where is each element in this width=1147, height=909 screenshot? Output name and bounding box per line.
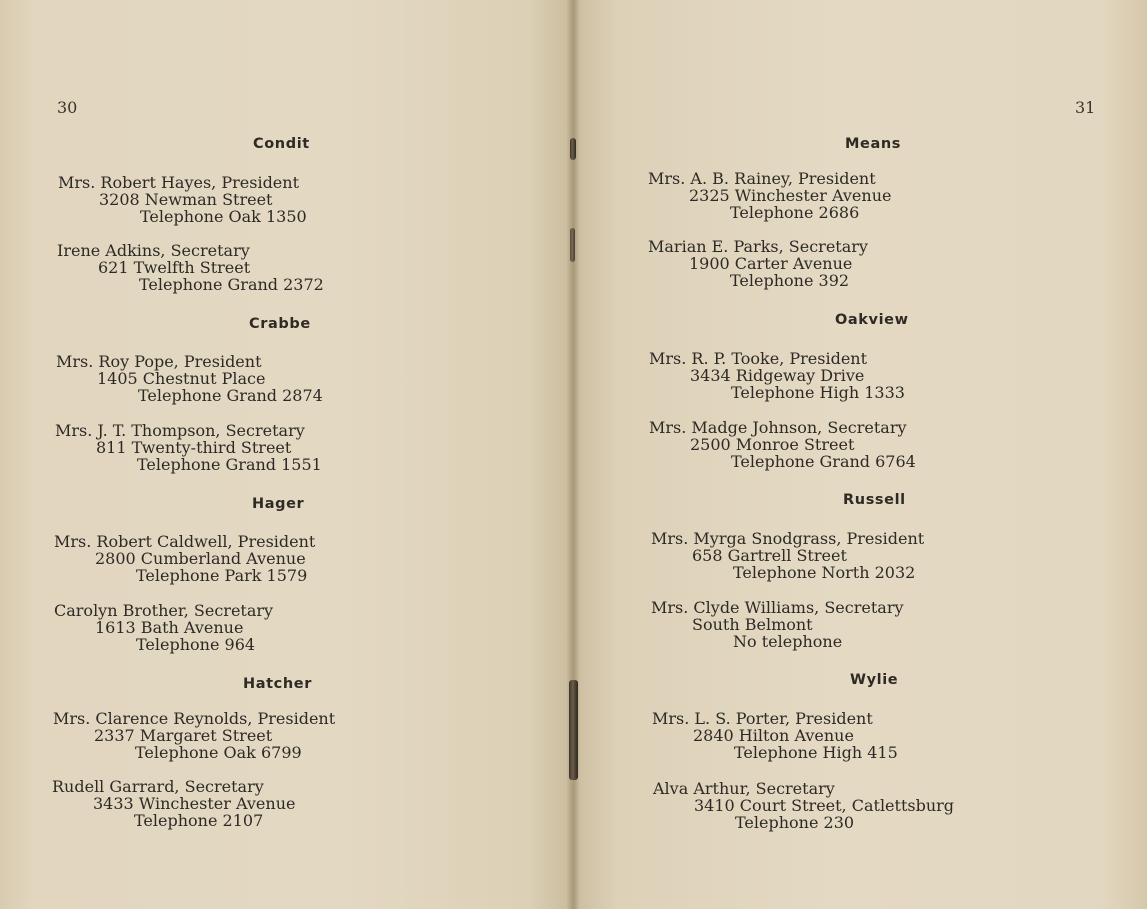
entry-name: Mrs. Clyde Williams, Secretary xyxy=(651,598,904,617)
entry-phone: Telephone High 1333 xyxy=(731,383,905,402)
directory-entry xyxy=(652,710,898,761)
right-page-number: 31 xyxy=(1075,98,1096,117)
entry-address: 1613 Bath Avenue xyxy=(95,618,244,637)
entry-name: Mrs. R. P. Tooke, President xyxy=(649,349,868,368)
binding-staple xyxy=(570,138,576,160)
entry-address: 1405 Chestnut Place xyxy=(97,369,266,388)
entry-phone: Telephone 2686 xyxy=(730,203,860,222)
entry-phone: Telephone 230 xyxy=(735,813,855,832)
section-heading-crabbe: Crabbe xyxy=(249,316,311,332)
directory-entry xyxy=(56,353,323,404)
entry-phone: Telephone Grand 6764 xyxy=(731,452,916,471)
section-heading-hager: Hager xyxy=(252,496,305,512)
directory-entry xyxy=(53,710,335,761)
left-page-number: 30 xyxy=(57,98,78,117)
binding-staple xyxy=(569,680,578,780)
entry-address: 3208 Newman Street xyxy=(99,190,273,209)
entry-name: Irene Adkins, Secretary xyxy=(57,241,250,260)
section-heading-oakview: Oakview xyxy=(835,312,909,328)
entry-phone: Telephone High 415 xyxy=(734,743,898,762)
section-heading-hatcher: Hatcher xyxy=(243,676,312,692)
right-page xyxy=(573,0,1147,909)
section-heading-russell: Russell xyxy=(843,492,906,508)
entry-phone: No telephone xyxy=(733,632,843,651)
directory-entry xyxy=(651,599,904,650)
entry-name: Mrs. Myrga Snodgrass, President xyxy=(651,529,925,548)
entry-address: 3410 Court Street, Catlettsburg xyxy=(694,796,955,815)
entry-name: Mrs. A. B. Rainey, President xyxy=(648,169,876,188)
entry-phone: Telephone North 2032 xyxy=(733,563,916,582)
entry-phone: Telephone 964 xyxy=(136,635,256,654)
entry-name: Mrs. Robert Hayes, President xyxy=(58,173,300,192)
entry-address: 621 Twelfth Street xyxy=(98,258,251,277)
directory-entry xyxy=(54,533,315,584)
entry-name: Mrs. J. T. Thompson, Secretary xyxy=(55,421,305,440)
entry-phone: Telephone 392 xyxy=(730,271,850,290)
entry-phone: Telephone Oak 6799 xyxy=(135,743,302,762)
entry-address: 3433 Winchester Avenue xyxy=(93,794,296,813)
left-page xyxy=(0,0,573,909)
directory-entry xyxy=(648,238,868,289)
directory-entry xyxy=(649,350,905,401)
entry-address: South Belmont xyxy=(692,615,813,634)
directory-entry xyxy=(648,170,891,221)
section-heading-condit: Condit xyxy=(253,136,310,152)
entry-phone: Telephone 2107 xyxy=(134,811,264,830)
binding-thread xyxy=(570,228,575,262)
entry-name: Alva Arthur, Secretary xyxy=(653,779,835,798)
directory-entry xyxy=(651,530,924,581)
directory-entry xyxy=(58,174,307,225)
section-heading-means: Means xyxy=(845,136,902,152)
directory-entry xyxy=(54,602,273,653)
entry-phone: Telephone Oak 1350 xyxy=(140,207,307,226)
entry-name: Mrs. Roy Pope, President xyxy=(56,352,262,371)
entry-name: Mrs. Robert Caldwell, President xyxy=(54,532,316,551)
entry-phone: Telephone Grand 2372 xyxy=(139,275,324,294)
entry-address: 2840 Hilton Avenue xyxy=(693,726,854,745)
entry-address: 811 Twenty-third Street xyxy=(96,438,292,457)
directory-entry xyxy=(57,242,324,293)
entry-phone: Telephone Grand 2874 xyxy=(138,386,323,405)
directory-entry xyxy=(653,780,954,831)
entry-name: Mrs. Madge Johnson, Secretary xyxy=(649,418,907,437)
entry-name: Rudell Garrard, Secretary xyxy=(52,777,264,796)
entry-address: 2500 Monroe Street xyxy=(690,435,855,454)
entry-name: Carolyn Brother, Secretary xyxy=(54,601,274,620)
entry-address: 1900 Carter Avenue xyxy=(689,254,853,273)
directory-entry xyxy=(649,419,916,470)
entry-address: 2325 Winchester Avenue xyxy=(689,186,892,205)
directory-entry xyxy=(52,778,295,829)
entry-address: 2800 Cumberland Avenue xyxy=(95,549,306,568)
entry-phone: Telephone Park 1579 xyxy=(136,566,308,585)
directory-entry xyxy=(55,422,322,473)
entry-address: 3434 Ridgeway Drive xyxy=(690,366,865,385)
entry-name: Mrs. L. S. Porter, President xyxy=(652,709,873,728)
entry-address: 658 Gartrell Street xyxy=(692,546,847,565)
entry-name: Mrs. Clarence Reynolds, President xyxy=(53,709,336,728)
entry-phone: Telephone Grand 1551 xyxy=(137,455,322,474)
entry-address: 2337 Margaret Street xyxy=(94,726,273,745)
entry-name: Marian E. Parks, Secretary xyxy=(648,237,868,256)
section-heading-wylie: Wylie xyxy=(850,672,899,688)
